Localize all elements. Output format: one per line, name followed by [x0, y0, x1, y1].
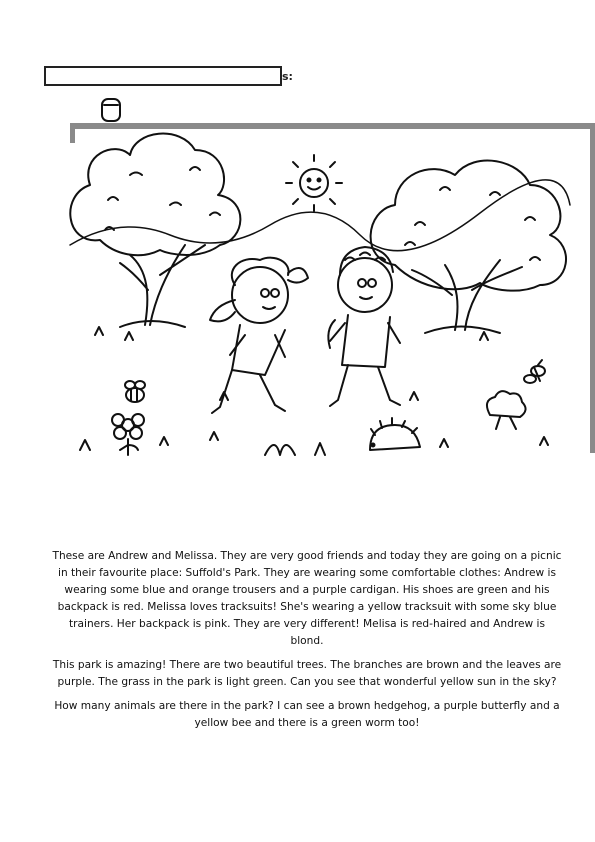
- grass-icon: [80, 327, 548, 455]
- bee-icon: [125, 381, 145, 402]
- butterfly-icon: [524, 360, 545, 383]
- story-paragraph-1: These are Andrew and Melissa. They are very good friends and today they are going on a picnic in their favourite place: Suffold's Park. They are wearing some comfortable clothes: Andrew is wearing some blue and orange trousers and a purple cardigan. His shoes are green and his backpack is red. Melissa loves tracksuits! She's wearing a yellow tracksuit with some sky blue trainers. Her backpack is pink. They are very different! Melisa is red-haired and Andrew is blond.: [52, 550, 562, 647]
- story-paragraph-2: This park is amazing! There are two beautiful trees. The branches are brown and the leaves are purple. The grass in the park is light green. Can you see that wonderful yellow sun in the sky?: [52, 659, 562, 688]
- park-illustration: [60, 95, 580, 465]
- frame-right-border: [590, 123, 595, 453]
- flower-icon: [487, 391, 526, 429]
- sun-icon: [286, 155, 342, 211]
- story-paragraph-3: How many animals are there in the park? I can see a brown hedgehog, a purple butterfly and a yellow bee and there is a green worm too!: [54, 700, 560, 729]
- name-label-suffix: s:: [282, 70, 293, 83]
- name-input-box[interactable]: [44, 66, 282, 86]
- flower-icon: [112, 414, 144, 455]
- boy-icon: [328, 247, 400, 406]
- tree-icon: [371, 161, 566, 333]
- hill-line: [70, 180, 570, 251]
- clip-icon: [102, 99, 120, 121]
- story-text: [52, 548, 562, 739]
- hedgehog-icon: [370, 418, 420, 450]
- girl-icon: [210, 258, 308, 413]
